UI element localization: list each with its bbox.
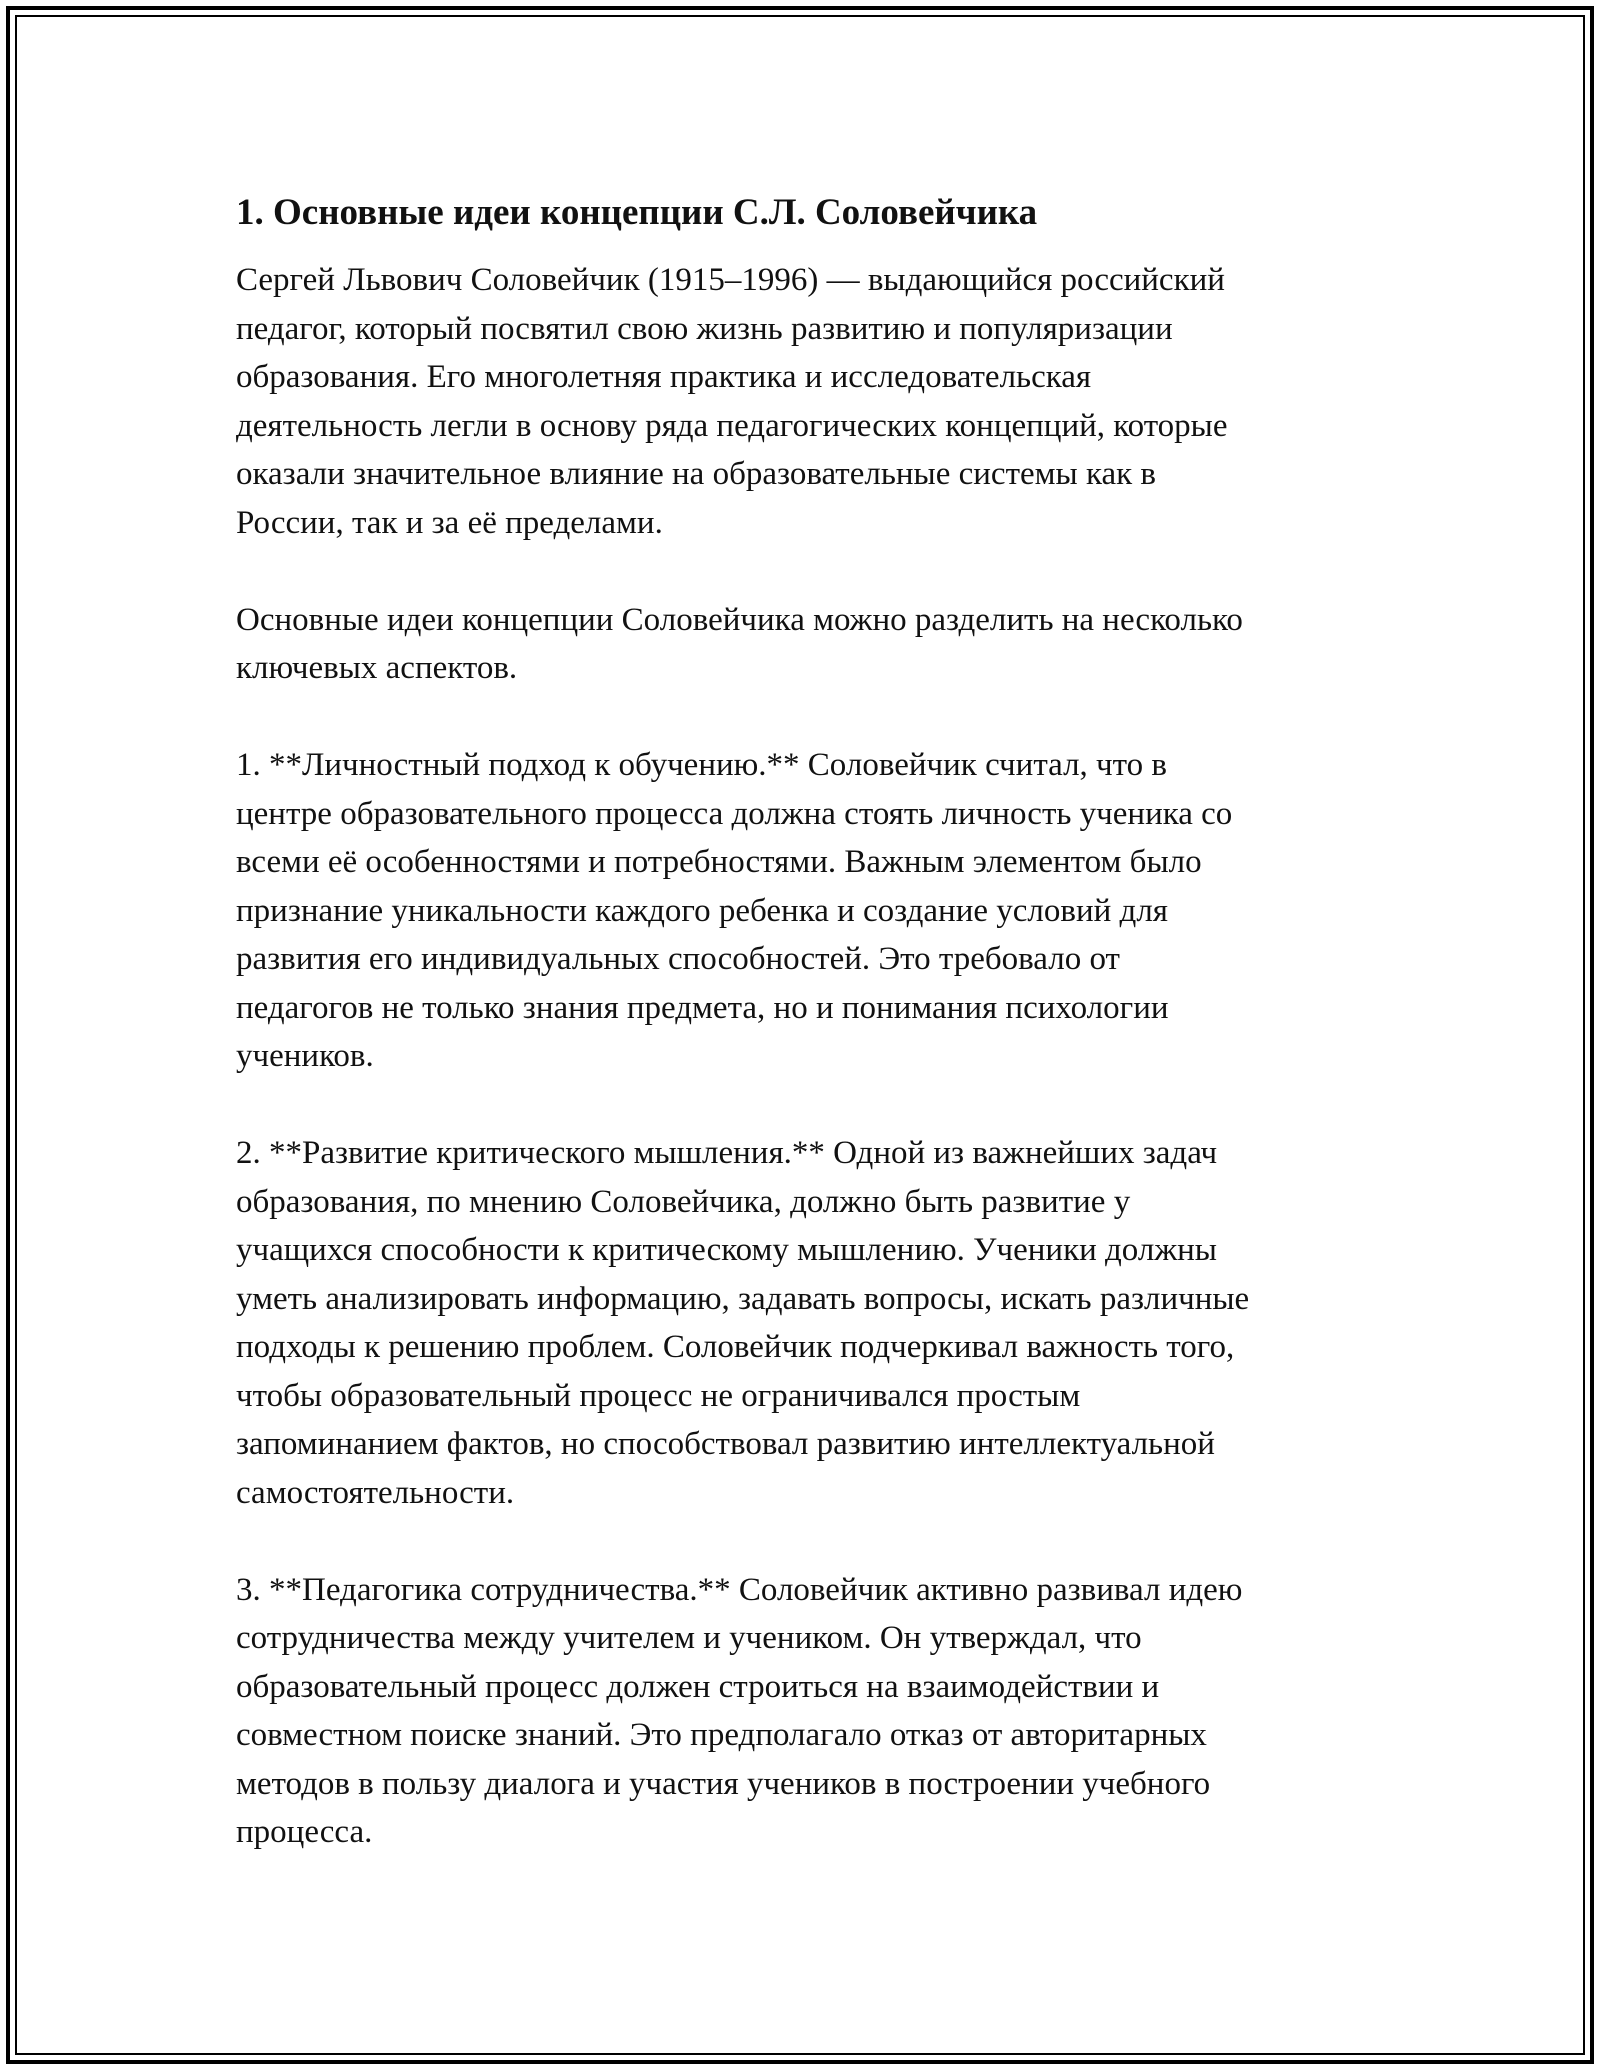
paragraph-point-3: 3. **Педагогика сотрудничества.** Соловейчик активно развивал идею сотрудничества между учителем и учеником. Он утверждал, что образовательный процесс должен строиться на взаимодействии и совместном поиске знаний. Это предполагало отказ от авторитарных методов в пользу диалога и участия учеников в построении учебного процесса. [236,1571,1243,1850]
paragraph-point-2: 2. **Развитие критического мышления.** Одной из важнейших задач образования, по мнению Соловейчика, должно быть развитие у учащихся способности к критическому мышлению. Ученики должны уметь анализировать информацию, задавать вопросы, искать различные подходы к решению проблем. Соловейчик подчеркивал важность того, чтобы образовательный процесс не ограничивался простым запоминанием фактов, но способствовал развитию интеллектуальной самостоятельности. [236,1135,1250,1511]
paragraph-point-1: 1. **Личностный подход к обучению.** Соловейчик считал, что в центре образовательного процесса должна стоять личность ученика со всеми её особенностями и потребностями. Важным элементом было признание уникальности каждого ребенка и создание условий для развития его индивидуальных способностей. Это требовало от педагогов не только знания предмета, но и понимания психологии учеников. [236,747,1233,1074]
paragraph-intro: Сергей Львович Соловейчик (1915–1996) — выдающийся российский педагог, который посвятил свою жизнь развитию и популяризации образования. Его многолетняя практика и исследовательская деятельность легли в основу ряда педагогических концепций, которые оказали значительное влияние на образовательные системы как в России, так и за её пределами. [236,262,1228,541]
document-body [236,184,1376,1857]
paragraph-aspects-intro: Основные идеи концепции Соловейчика можно разделить на несколько ключевых аспектов. [236,601,1243,686]
section-heading: 1. Основные идеи концепции С.Л. Соловейчика [236,192,1038,233]
